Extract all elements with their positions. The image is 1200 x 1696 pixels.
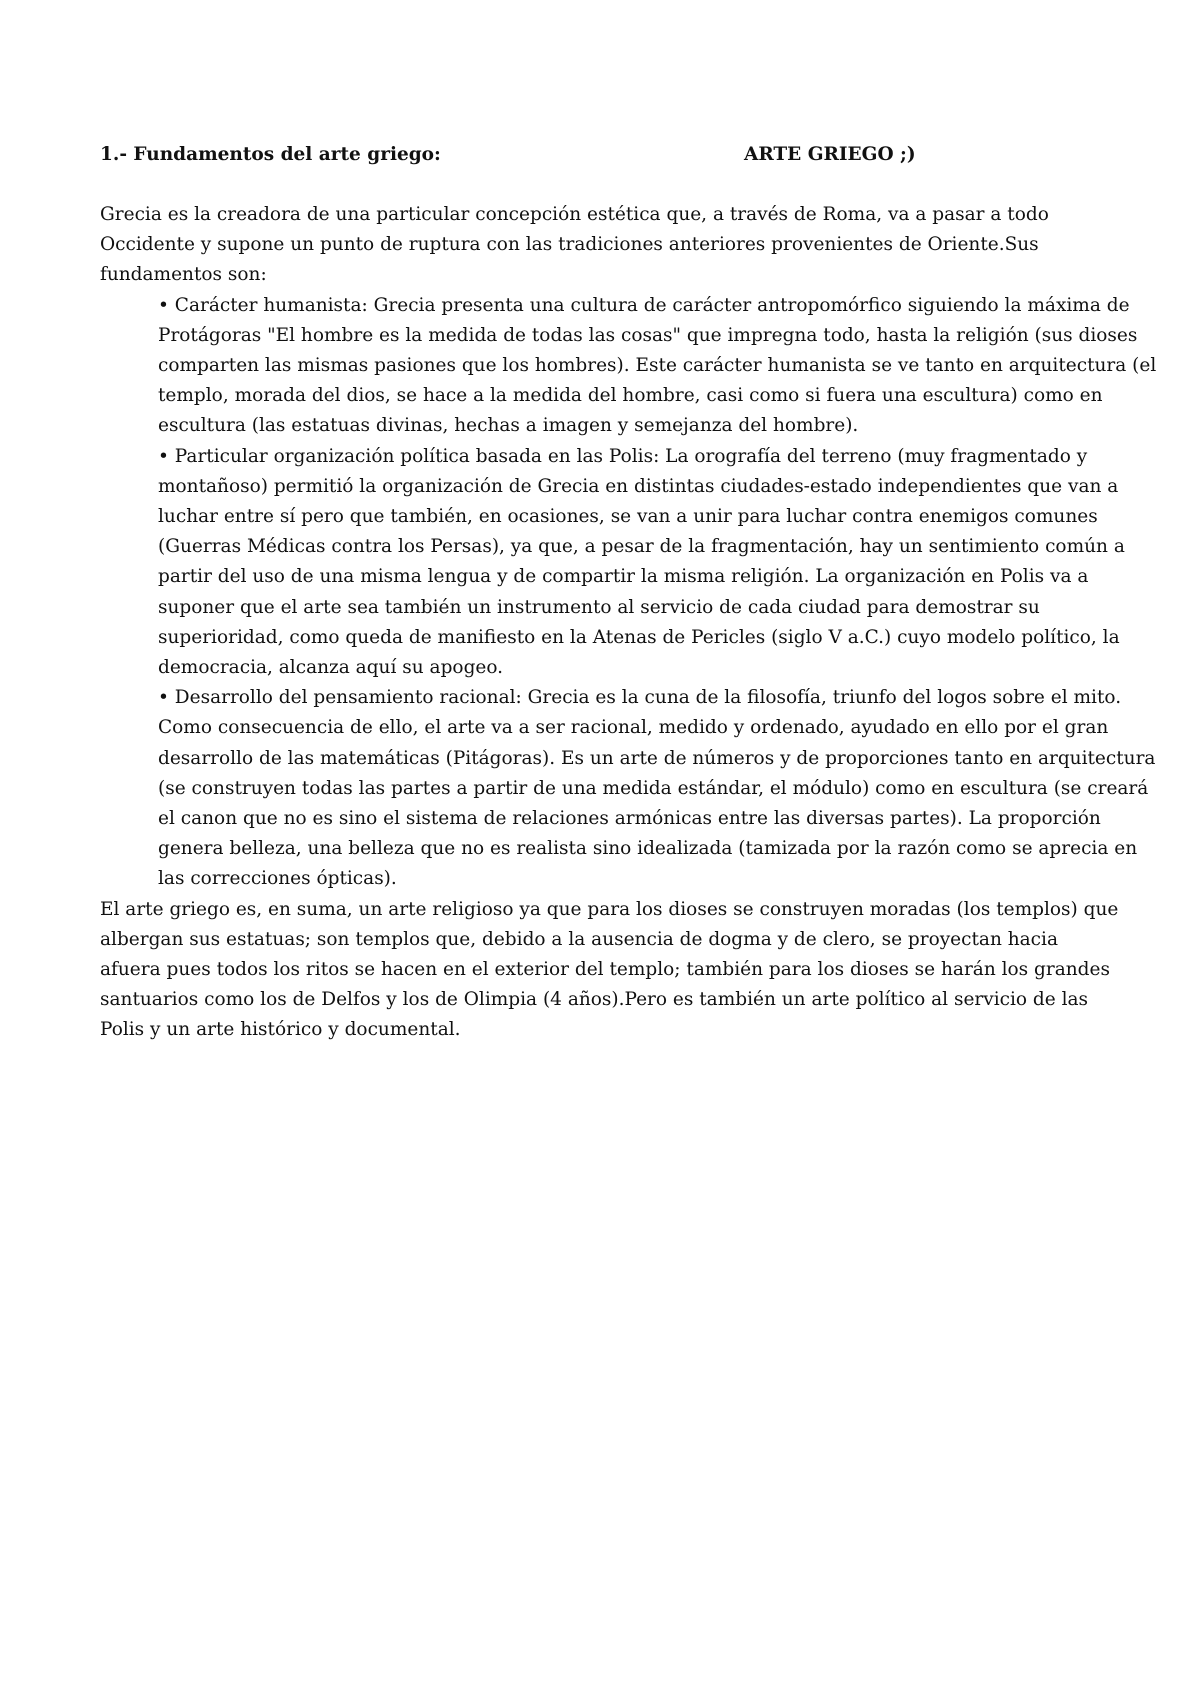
- section-heading: 1.- Fundamentos del arte griego:: [100, 144, 441, 165]
- list-item-rational-thought: • Desarrollo del pensamiento racional: Grecia es la cuna de la filosofía, triunfo del logos sobre el mito. Como consecuencia de ello, el arte va a ser racional, medido y ordenado, ayudado en ello por el gran desarrollo de las matemáticas (Pitágoras). Es un arte de números y de proporciones tanto en arquitectura (se construyen todas las partes a partir de una medida estándar, el módulo) como en escultura (se creará el canon que no es sino el sistema de relaciones armónicas entre las diversas partes). La proporción genera belleza, una belleza que no es realista sino idealizada (tamizada por la razón como se aprecia en las correcciones ópticas).: [158, 687, 1156, 890]
- heading-row: [100, 140, 1120, 170]
- document-body: [100, 140, 1157, 1046]
- list-item-humanist: • Carácter humanista: Grecia presenta una cultura de carácter antropomórfico siguiendo la máxima de Protágoras "El hombre es la medida de todas las cosas" que impregna todo, hasta la religión (sus dioses comparten las mismas pasiones que los hombres). Este carácter humanista se ve tanto en arquitectura (el templo, morada del dios, se hace a la medida del hombre, casi como si fuera una escultura) como en escultura (las estatuas divinas, hechas a imagen y semejanza del hombre).: [158, 294, 1157, 437]
- document-title: ARTE GRIEGO ;): [744, 144, 916, 165]
- list-item-polis: • Particular organización política basada en las Polis: La orografía del terreno (muy fragmentado y montañoso) permitió la organización de Grecia en distintas ciudades-estado independientes que van a luchar entre sí pero que también, en ocasiones, se van a unir para luchar contra enemigos comunes (Guerras Médicas contra los Persas), ya que, a pesar de la fragmentación, hay un sentimiento común a partir del uso de una misma lengua y de compartir la misma religión. La organización en Polis va a suponer que el arte sea también un instrumento al servicio de cada ciudad para demostrar su superioridad, como queda de manifiesto en la Atenas de Pericles (siglo V a.C.) cuyo modelo político, la democracia, alcanza aquí su apogeo.: [158, 445, 1125, 679]
- fundamentals-list: [100, 291, 1158, 895]
- conclusion-paragraph: El arte griego es, en suma, un arte religioso ya que para los dioses se construyen moradas (los templos) que albergan sus estatuas; son templos que, debido a la ausencia de dogma y de clero, se proyectan hacia afuera pues todos los ritos se hacen en el exterior del templo; también para los dioses se harán los grandes santuarios como los de Delfos y los de Olimpia (4 años).Pero es también un arte político al servicio de las Polis y un arte histórico y documental.: [100, 898, 1119, 1041]
- intro-paragraph: Grecia es la creadora de una particular concepción estética que, a través de Roma, va a pasar a todo Occidente y supone un punto de ruptura con las tradiciones anteriores provenientes de Oriente.Sus fundamentos son:: [100, 204, 1049, 286]
